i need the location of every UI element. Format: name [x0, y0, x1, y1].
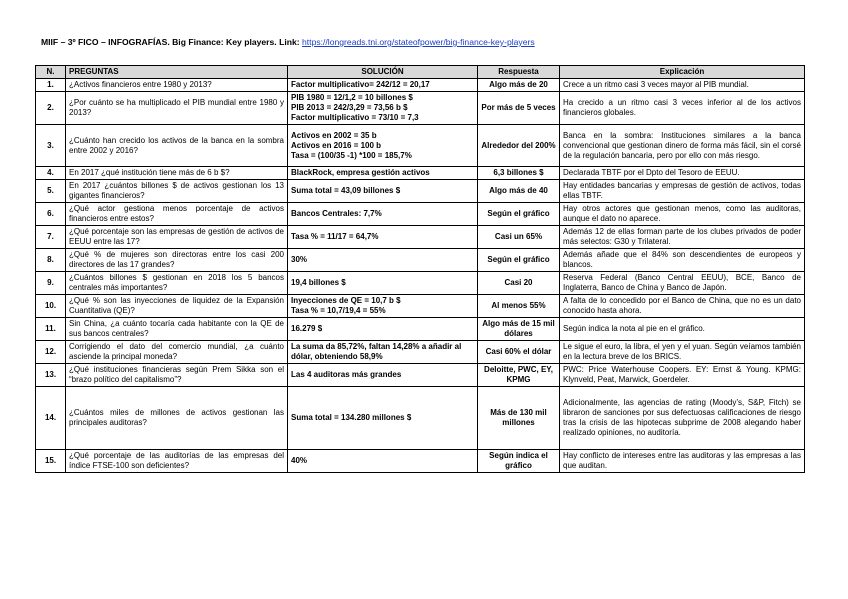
table-row — [36, 249, 805, 272]
column-header-explanation: Explicación — [560, 66, 805, 79]
table-row — [36, 226, 805, 249]
explanation-cell: Declarada TBTF por el Dpto del Tesoro de EEUU. — [560, 167, 805, 180]
row-number: 3. — [36, 125, 66, 167]
answer-cell: Casi 20 — [478, 272, 560, 295]
solution-line: Suma total = 43,09 billones $ — [291, 186, 401, 195]
solution-line: 19,4 billones $ — [291, 278, 346, 287]
row-number: 6. — [36, 203, 66, 226]
solution-line: Bancos Centrales: 7,7% — [291, 209, 382, 218]
question-cell: ¿Activos financieros entre 1980 y 2013? — [66, 79, 288, 92]
solution-cell — [288, 125, 478, 167]
question-cell: ¿Qué actor gestiona menos porcentaje de activos financieros entre estos? — [66, 203, 288, 226]
explanation-cell: Además añade que el 84% son descendientes de europeos y blancos. — [560, 249, 805, 272]
row-number: 13. — [36, 364, 66, 387]
solution-line: Suma total = 134.280 millones $ — [291, 413, 412, 422]
question-cell: ¿Por cuánto se ha multiplicado el PIB mundial entre 1980 y 2013? — [66, 92, 288, 125]
answer-cell: Según el gráfico — [478, 249, 560, 272]
answer-cell: Casi un 65% — [478, 226, 560, 249]
table-row — [36, 295, 805, 318]
solution-cell — [288, 364, 478, 387]
table-row — [36, 125, 805, 167]
table-row — [36, 318, 805, 341]
explanation-cell: Según indica la nota al pie en el gráfico. — [560, 318, 805, 341]
solution-cell — [288, 79, 478, 92]
answer-cell: Casi 60% el dólar — [478, 341, 560, 364]
question-cell: Corrigiendo el dato del comercio mundial, ¿a cuánto asciende la principal moneda? — [66, 341, 288, 364]
solution-line: 40% — [291, 456, 308, 465]
column-header-solution: SOLUCIÓN — [288, 66, 478, 79]
question-cell: En 2017 ¿cuántos billones $ de activos gestionan los 13 gigantes financieros? — [66, 180, 288, 203]
explanation-cell: Adicionalmente, las agencias de rating (Moody’s, S&P, Fitch) se libraron de sanciones por sus defectuosas calificaciones de riesgo tras la crisis de las hipotecas subprime de 2008 alegando haber realizado opiniones, no auditoría. — [560, 387, 805, 450]
question-cell: ¿Qué porcentaje de las auditorías de las empresas del índice FTSE-100 son deficientes? — [66, 450, 288, 473]
title-text: MIIF – 3º FICO – INFOGRAFÍAS. Big Finance: Key players. Link: — [41, 37, 300, 47]
answer-cell: Más de 130 mil millones — [478, 387, 560, 450]
row-number: 11. — [36, 318, 66, 341]
solution-line: Activos en 2002 = 35 b — [291, 130, 377, 140]
question-cell: ¿Cuántos miles de millones de activos gestionan las principales auditoras? — [66, 387, 288, 450]
table-row — [36, 79, 805, 92]
answer-cell: 6,3 billones $ — [478, 167, 560, 180]
table-row — [36, 167, 805, 180]
table-row — [36, 180, 805, 203]
solution-cell — [288, 318, 478, 341]
solution-line: PIB 1980 = 12/1,2 = 10 billones $ — [291, 93, 413, 102]
row-number: 7. — [36, 226, 66, 249]
answer-cell: Según el gráfico — [478, 203, 560, 226]
table-row — [36, 450, 805, 473]
solution-cell — [288, 203, 478, 226]
table-row — [36, 272, 805, 295]
table-row — [36, 364, 805, 387]
row-number: 12. — [36, 341, 66, 364]
explanation-cell: A falta de lo concedido por el Banco de China, que no es un dato conocido hasta ahora. — [560, 295, 805, 318]
column-header-answer: Respuesta — [478, 66, 560, 79]
solution-cell — [288, 341, 478, 364]
answer-cell: Algo más de 20 — [478, 79, 560, 92]
row-number: 1. — [36, 79, 66, 92]
question-cell: ¿Qué instituciones financieras según Prem Sikka son el “brazo político del capitalismo”? — [66, 364, 288, 387]
explanation-cell: Reserva Federal (Banco Central EEUU), BCE, Banco de Inglaterra, Banco de China y Banco de Japón. — [560, 272, 805, 295]
solution-cell — [288, 180, 478, 203]
row-number: 14. — [36, 387, 66, 450]
question-cell: ¿Qué % de mujeres son directoras entre los casi 200 directores de las 17 grandes? — [66, 249, 288, 272]
answer-cell: Al menos 55% — [478, 295, 560, 318]
questions-table — [35, 65, 805, 473]
source-link[interactable]: https://longreads.tni.org/stateofpower/big-finance-key-players — [302, 37, 535, 47]
explanation-cell: Hay otros actores que gestionan menos, como las auditoras, aunque el dato no aparece. — [560, 203, 805, 226]
question-cell: ¿Qué porcentaje son las empresas de gestión de activos de EEUU entre las 17? — [66, 226, 288, 249]
solution-line: Inyecciones de QE = 10,7 b $ — [291, 296, 401, 305]
solution-cell — [288, 272, 478, 295]
answer-cell: Algo más de 15 mil dólares — [478, 318, 560, 341]
solution-line: Tasa = (100/35 -1) *100 = 185,7% — [291, 150, 412, 160]
answer-cell: Algo más de 40 — [478, 180, 560, 203]
explanation-cell: Le sigue el euro, la libra, el yen y el yuan. Según veíamos también en la lectura breve de los BRICS. — [560, 341, 805, 364]
answer-cell: Según indica el gráfico — [478, 450, 560, 473]
explanation-cell: Hay entidades bancarias y empresas de gestión de activos, todas ellas TBTF. — [560, 180, 805, 203]
question-cell: ¿Qué % son las inyecciones de liquidez de la Expansión Cuantitativa (QE)? — [66, 295, 288, 318]
question-cell: ¿Cuánto han crecido los activos de la banca en la sombra entre 2002 y 2016? — [66, 125, 288, 167]
row-number: 15. — [36, 450, 66, 473]
explanation-cell: Ha crecido a un ritmo casi 3 veces inferior al de los activos financieros globales. — [560, 92, 805, 125]
table-header-row — [36, 66, 805, 79]
table-row — [36, 203, 805, 226]
solution-line: Factor multiplicativo = 73/10 = 7,3 — [291, 113, 419, 122]
question-cell: En 2017 ¿qué institución tiene más de 6 b $? — [66, 167, 288, 180]
explanation-cell: Crece a un ritmo casi 3 veces mayor al PIB mundial. — [560, 79, 805, 92]
table-row — [36, 341, 805, 364]
answer-cell: Por más de 5 veces — [478, 92, 560, 125]
row-number: 9. — [36, 272, 66, 295]
solution-line: Factor multiplicativo= 242/12 = 20,17 — [291, 80, 430, 89]
solution-line: Tasa % = 10,7/19,4 = 55% — [291, 306, 386, 315]
row-number: 10. — [36, 295, 66, 318]
solution-cell — [288, 167, 478, 180]
column-header-number: N. — [36, 66, 66, 79]
answer-cell: Alrededor del 200% — [478, 125, 560, 167]
answer-cell: Deloitte, PWC, EY, KPMG — [478, 364, 560, 387]
explanation-cell: Además 12 de ellas forman parte de los clubes privados de poder más selectos: G30 y Trilateral. — [560, 226, 805, 249]
column-header-question: PREGUNTAS — [66, 66, 288, 79]
solution-cell — [288, 387, 478, 450]
question-cell: Sin China, ¿a cuánto tocaría cada habitante con la QE de sus bancos centrales? — [66, 318, 288, 341]
solution-line: 30% — [291, 255, 308, 264]
explanation-cell: Banca en la sombra: Instituciones similares a la banca convencional que gestionan dinero de forma más fácil, sin el corsé de la regulación bancaria, pero por ello con más riesgo. — [560, 125, 805, 167]
solution-line: 16.279 $ — [291, 324, 323, 333]
explanation-cell: Hay conflicto de intereses entre las auditoras y las empresas a las que auditan. — [560, 450, 805, 473]
table-row — [36, 92, 805, 125]
solution-line: La suma da 85,72%, faltan 14,28% a añadir al dólar, obteniendo 58,9% — [291, 342, 462, 361]
solution-cell — [288, 295, 478, 318]
row-number: 4. — [36, 167, 66, 180]
solution-cell — [288, 92, 478, 125]
solution-cell — [288, 450, 478, 473]
solution-line: Las 4 auditoras más grandes — [291, 370, 402, 379]
solution-cell — [288, 226, 478, 249]
row-number: 8. — [36, 249, 66, 272]
table-row — [36, 387, 805, 450]
row-number: 2. — [36, 92, 66, 125]
question-cell: ¿Cuántos billones $ gestionan en 2018 los 5 bancos centrales más importantes? — [66, 272, 288, 295]
solution-line: PIB 2013 = 242/3,29 = 73,56 b $ — [291, 103, 408, 112]
solution-cell — [288, 249, 478, 272]
page-title — [41, 37, 535, 47]
explanation-cell: PWC: Price Waterhouse Coopers. EY: Ernst & Young. KPMG: Klynveld, Peat, Marwick, Goerdeler. — [560, 364, 805, 387]
solution-line: BlackRock, empresa gestión activos — [291, 168, 430, 177]
solution-line: Activos en 2016 = 100 b — [291, 140, 382, 150]
solution-line: Tasa % = 11/17 = 64,7% — [291, 232, 379, 241]
row-number: 5. — [36, 180, 66, 203]
